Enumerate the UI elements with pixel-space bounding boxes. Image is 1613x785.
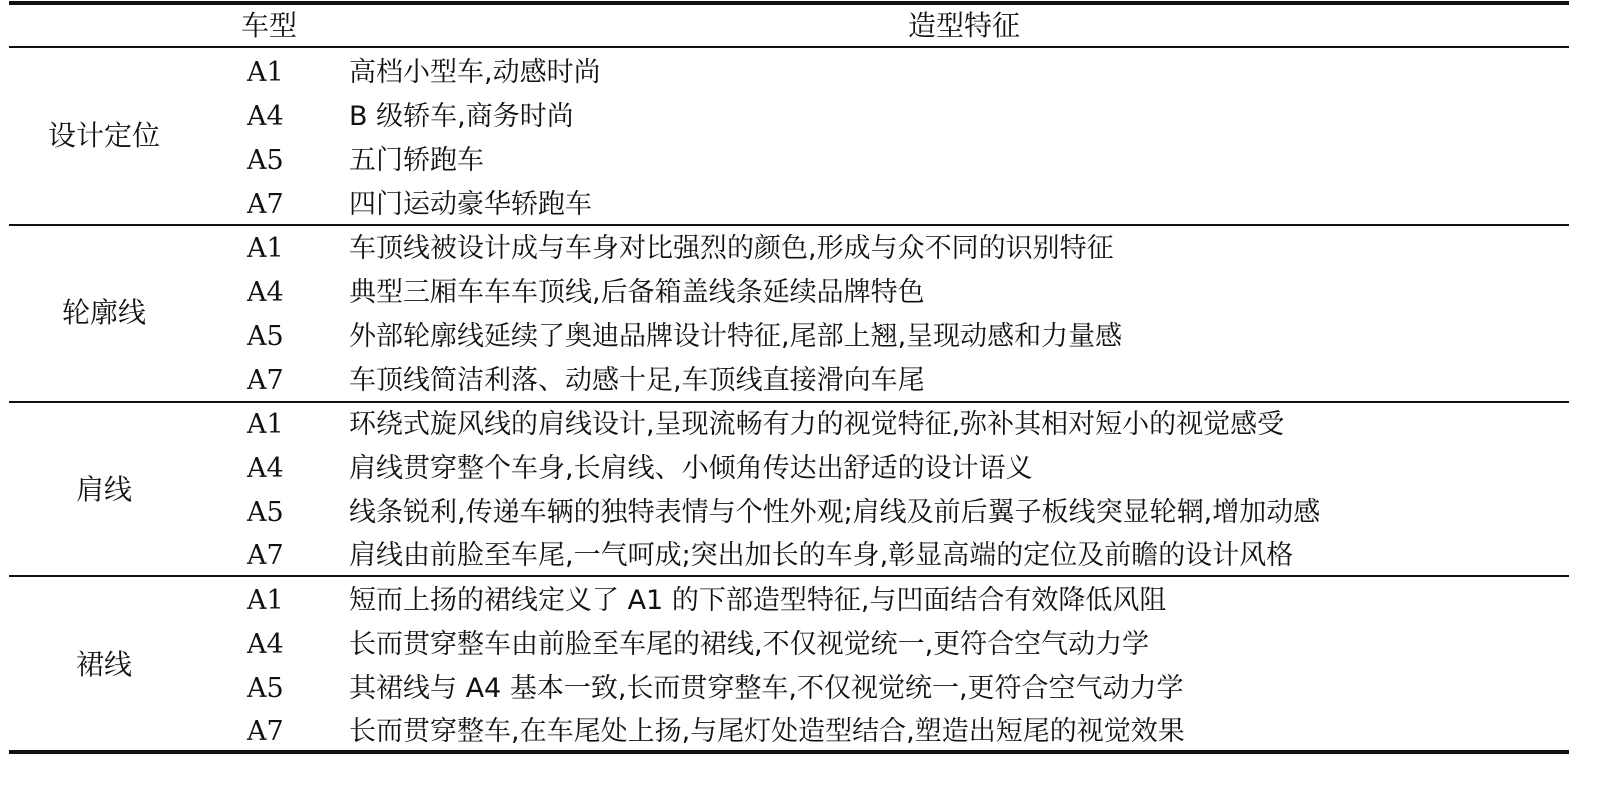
feature-cell: 长而贯穿整车由前脸至车尾的裙线,不仅视觉统一,更符合空气动力学 [349, 629, 1150, 660]
feature-cell: 线条锐利,传递车辆的独特表情与个性外观;肩线及前后翼子板线突显轮辋,增加动感 [349, 497, 1321, 528]
bottom-rule [9, 750, 1569, 754]
car-type-cell: A5 [247, 145, 284, 176]
car-type-cell: A1 [247, 233, 284, 264]
feature-cell: 环绕式旋风线的肩线设计,呈现流畅有力的视觉特征,弥补其相对短小的视觉感受 [349, 409, 1285, 440]
header-car-type: 车型 [240, 9, 297, 42]
car-type-cell: A7 [247, 716, 284, 747]
feature-cell: 车顶线简洁利落、动感十足,车顶线直接滑向车尾 [349, 365, 925, 396]
car-type-cell: A4 [247, 629, 284, 660]
car-type-cell: A1 [247, 409, 284, 440]
feature-cell: 五门轿跑车 [349, 145, 484, 176]
car-type-cell: A7 [247, 189, 284, 220]
feature-cell: 外部轮廓线延续了奥迪品牌设计特征,尾部上翘,呈现动感和力量感 [349, 321, 1123, 352]
header-features: 造型特征 [907, 9, 1020, 42]
car-type-cell: A1 [247, 57, 284, 88]
feature-cell: 肩线贯穿整个车身,长肩线、小倾角传达出舒适的设计语义 [349, 453, 1033, 484]
car-type-cell: A7 [247, 365, 284, 396]
car-type-cell: A5 [247, 497, 284, 528]
car-type-cell: A4 [247, 453, 284, 484]
feature-cell: 长而贯穿整车,在车尾处上扬,与尾灯处造型结合,塑造出短尾的视觉效果 [349, 716, 1185, 747]
styling-features-table [9, 0, 1569, 785]
feature-cell: B 级轿车,商务时尚 [349, 101, 574, 132]
feature-cell: 四门运动豪华轿跑车 [349, 189, 592, 220]
category-silhouette: 轮廓线 [61, 296, 146, 329]
header-rule [9, 46, 1569, 48]
category-skirt-line: 裙线 [75, 648, 132, 681]
car-type-cell: A5 [247, 673, 284, 704]
car-type-cell: A4 [247, 101, 284, 132]
group-divider-1 [9, 224, 1569, 226]
feature-cell: 车顶线被设计成与车身对比强烈的颜色,形成与众不同的识别特征 [349, 233, 1114, 264]
car-type-cell: A1 [247, 585, 284, 616]
car-type-cell: A4 [247, 277, 284, 308]
group-divider-3 [9, 575, 1569, 577]
feature-cell: 肩线由前脸至车尾,一气呵成;突出加长的车身,彰显高端的定位及前瞻的设计风格 [349, 540, 1294, 571]
car-type-cell: A5 [247, 321, 284, 352]
car-type-cell: A7 [247, 540, 284, 571]
feature-cell: 典型三厢车车车顶线,后备箱盖线条延续品牌特色 [349, 277, 925, 308]
feature-cell: 其裙线与 A4 基本一致,长而贯穿整车,不仅视觉统一,更符合空气动力学 [349, 673, 1184, 704]
feature-cell: 短而上扬的裙线定义了 A1 的下部造型特征,与凹面结合有效降低风阻 [349, 585, 1167, 616]
category-design-positioning: 设计定位 [47, 119, 160, 152]
group-divider-2 [9, 401, 1569, 403]
category-shoulder-line: 肩线 [75, 473, 132, 506]
top-rule [9, 1, 1569, 5]
feature-cell: 高档小型车,动感时尚 [349, 57, 601, 88]
